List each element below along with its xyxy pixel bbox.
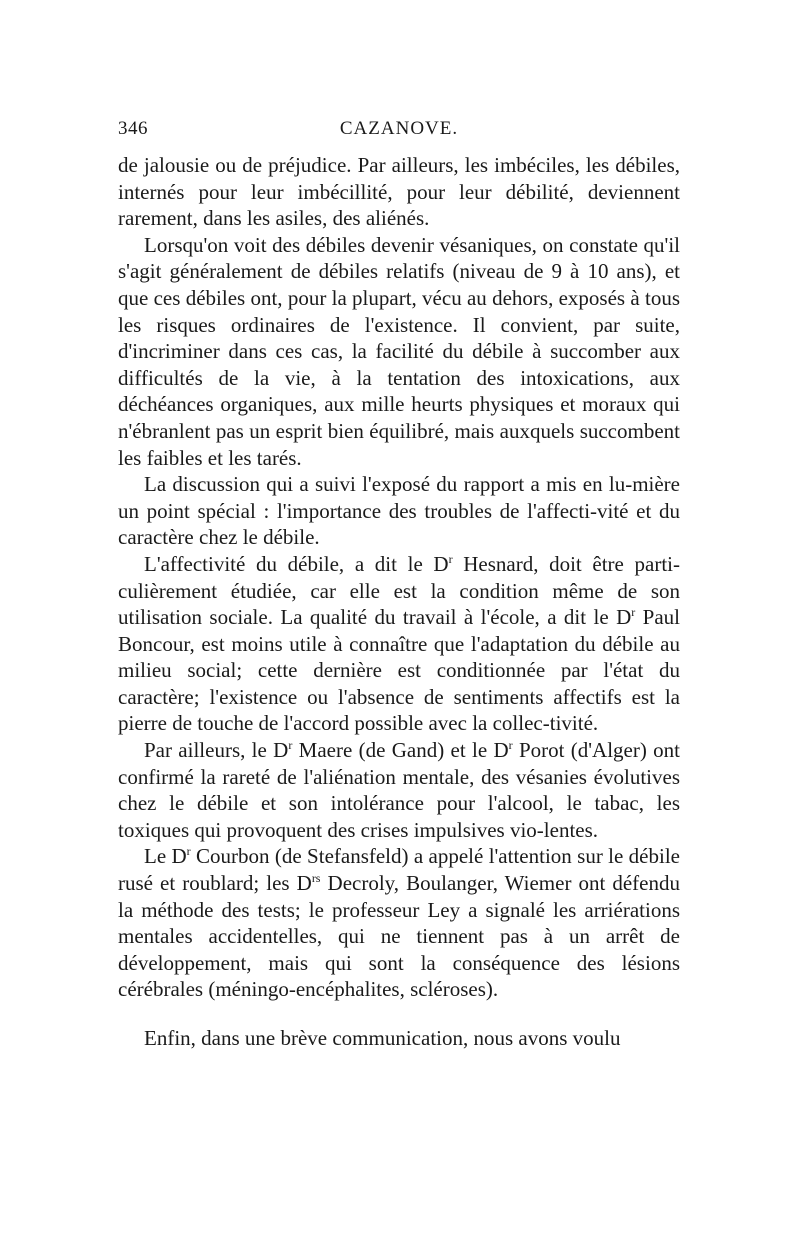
superscript-abbrev: r <box>508 738 513 753</box>
paragraph-7: Enfin, dans une brève communication, nous avons voulu <box>144 1026 621 1050</box>
superscript-abbrev: r <box>448 551 453 566</box>
paragraph-4: L'affectivité du débile, a dit le $D^r$ Hesnard, doit être parti-culièrement étudiée, car elle est la condition même de son utilisation sociale. La qualité du travail à l'école, a dit le $D^r$ Paul Boncour, est moins utile à connaître que l'adaptation du débile au milieu social; cette dernière est conditionnée par l'état du caractère; l'existence ou l'absence de sentiments affectifs est la pierre de touche de l'accord possible avec la collec-tivité. <box>118 551 680 736</box>
body-text <box>118 152 680 1052</box>
superscript-abbrev: r <box>186 844 191 859</box>
paragraph-2: Lorsqu'on voit des débiles devenir vésaniques, on constate qu'il s'agit généralement de débiles relatifs (niveau de 9 à 10 ans), et que ces débiles ont, pour la plupart, vécu au dehors, exposés à tous les risques ordinaires de l'existence. Il convient, par suite, d'incriminer dans ces cas, la facilité du débile à succomber aux difficultés de la vie, à la tentation des intoxications, aux déchéances organiques, aux mille heurts physiques et moraux qui n'ébranlent pas un esprit bien équilibré, mais auxquels succombent les faibles et les tarés. <box>118 232 680 470</box>
running-head <box>118 112 680 142</box>
superscript-abbrev: r <box>631 605 636 620</box>
paragraph-1: de jalousie ou de préjudice. Par ailleurs, les imbéciles, les débiles, internés pour leur imbécillité, pour leur débilité, deviennent rarement, dans les asiles, des aliénés. <box>118 153 680 231</box>
paragraph-3: La discussion qui a suivi l'exposé du rapport a mis en lu-mière un point spécial : l'importance des troubles de l'affecti-vité et du caractère chez le débile. <box>118 472 680 550</box>
superscript-abbrev: r <box>288 738 293 753</box>
superscript-abbrev: rs <box>311 871 321 886</box>
book-page <box>118 112 680 1052</box>
page-number: 346 <box>118 118 148 139</box>
paragraph-6: Le $D^r$ Courbon (de Stefansfeld) a appelé l'attention sur le débile rusé et roublard; les $D^{rs}$ Decroly, Boulanger, Wiemer ont défendu la méthode des tests; le professeur Ley a signalé les arriérations mentales accidentelles, qui ne tiennent pas à un arrêt de développement, mais qui sont la conséquence des lésions cérébrales (méningo-encéphalites, scléroses). <box>118 844 680 1002</box>
running-title: CAZANOVE. <box>339 118 459 139</box>
paragraph-5: Par ailleurs, le $D^r$ Maere (de Gand) et le $D^r$ Porot (d'Alger) ont confirmé la rareté de l'aliénation mentale, des vésanies évolutives chez le débile et son intolérance pour l'alcool, le tabac, les toxiques qui provoquent des crises impulsives vio-lentes. <box>118 738 680 842</box>
